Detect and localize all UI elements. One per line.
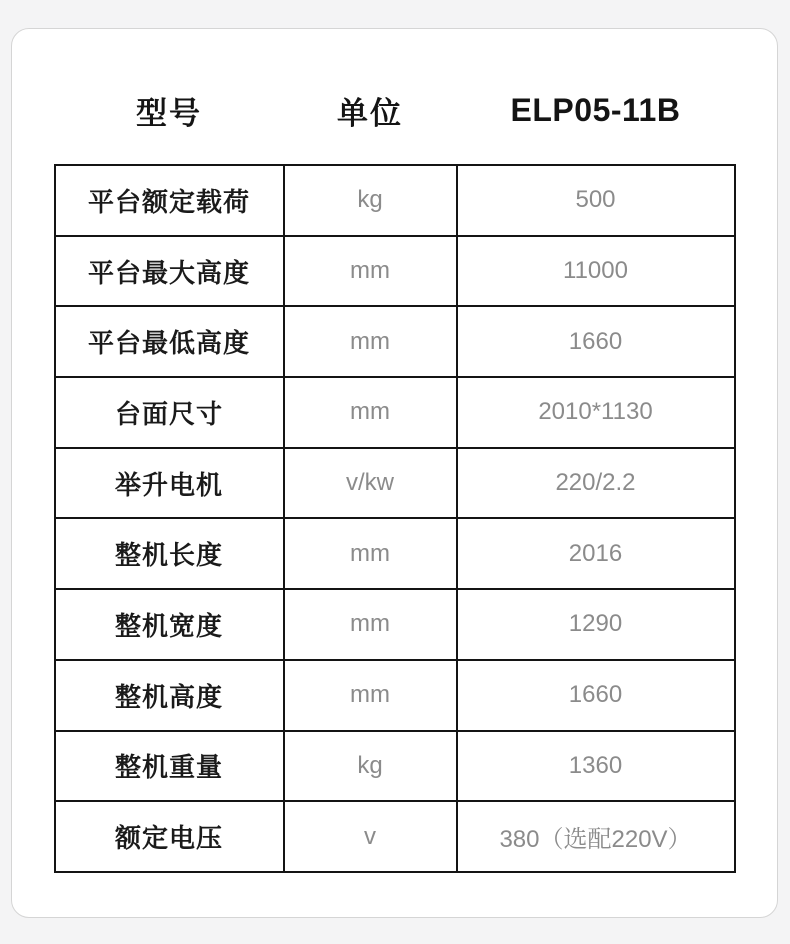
table-row xyxy=(55,660,735,731)
spec-unit-cell: mm xyxy=(284,236,457,307)
spec-label-cell: 整机重量 xyxy=(55,731,284,802)
spec-label-cell: 额定电压 xyxy=(55,801,284,872)
spec-label-cell: 平台最低高度 xyxy=(55,306,284,377)
spec-value-cell: 500 xyxy=(457,165,735,236)
table-row xyxy=(55,448,735,519)
spec-label-cell: 整机高度 xyxy=(55,660,284,731)
spec-value-cell: 2016 xyxy=(457,518,735,589)
table-row xyxy=(55,165,735,236)
header-model-value: ELP05-11B xyxy=(510,92,681,128)
spec-value-cell: 220/2.2 xyxy=(457,448,735,519)
spec-unit-cell: mm xyxy=(284,518,457,589)
spec-table xyxy=(54,164,736,873)
spec-label-cell: 平台额定载荷 xyxy=(55,165,284,236)
spec-unit-cell: v/kw xyxy=(284,448,457,519)
spec-unit-cell: kg xyxy=(284,165,457,236)
spec-value-cell: 2010*1130 xyxy=(457,377,735,448)
table-row xyxy=(55,518,735,589)
spec-value-cell: 1290 xyxy=(457,589,735,660)
spec-value-cell: 1360 xyxy=(457,731,735,802)
spec-label-cell: 平台最大高度 xyxy=(55,236,284,307)
spec-unit-cell: mm xyxy=(284,660,457,731)
spec-value-cell: 380（选配220V） xyxy=(457,801,735,872)
spec-unit-cell: kg xyxy=(284,731,457,802)
table-row xyxy=(55,236,735,307)
table-row xyxy=(55,306,735,377)
spec-label-cell: 台面尺寸 xyxy=(55,377,284,448)
spec-value-cell: 1660 xyxy=(457,306,735,377)
header-model-label: 型号 xyxy=(136,96,202,131)
header-unit-label: 单位 xyxy=(337,96,403,131)
spec-label-cell: 举升电机 xyxy=(55,448,284,519)
table-row xyxy=(55,377,735,448)
table-row xyxy=(55,801,735,872)
spec-label-cell: 整机宽度 xyxy=(55,589,284,660)
spec-table-header xyxy=(55,29,735,164)
spec-value-cell: 11000 xyxy=(457,236,735,307)
spec-unit-cell: v xyxy=(284,801,457,872)
spec-unit-cell: mm xyxy=(284,589,457,660)
table-row xyxy=(55,589,735,660)
spec-label-cell: 整机长度 xyxy=(55,518,284,589)
spec-card xyxy=(11,28,778,918)
spec-unit-cell: mm xyxy=(284,306,457,377)
spec-value-cell: 1660 xyxy=(457,660,735,731)
spec-unit-cell: mm xyxy=(284,377,457,448)
table-row xyxy=(55,731,735,802)
